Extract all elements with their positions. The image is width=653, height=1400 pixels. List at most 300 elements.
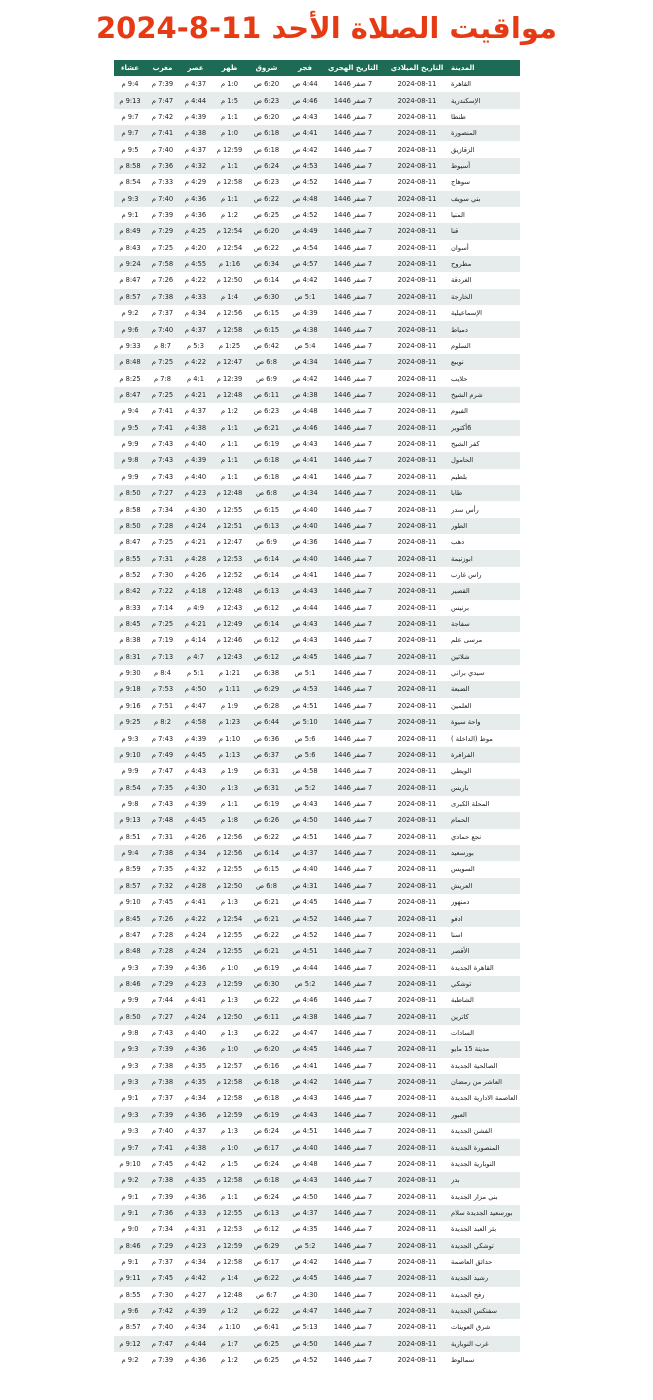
cell-fajr: 5:2 ص [294, 783, 316, 792]
cell-isha: 8:47 م [119, 391, 141, 399]
cell-city: الفيوم [451, 407, 468, 416]
cell-maghrib: 7:42 م [151, 112, 174, 121]
cell-maghrib: 7:41 م [151, 407, 174, 416]
cell-fajr: 4:42 ص [292, 1258, 318, 1267]
cell-maghrib: 7:13 م [151, 652, 174, 661]
cell-asr: 4:26 م [184, 832, 207, 841]
cell-gregorian-date: 2024-08-11 [397, 832, 437, 841]
cell-gregorian-date: 2024-08-11 [397, 996, 437, 1005]
cell-maghrib: 7:37 م [151, 1094, 174, 1103]
cell-maghrib: 7:31 م [151, 832, 174, 841]
cell-dhuhr: 12:55 م [216, 865, 243, 874]
cell-isha: 9:18 م [119, 685, 141, 694]
table-row [114, 370, 520, 386]
table-row [114, 125, 520, 141]
cell-hijri-date: 7 صفر 1446 [333, 1241, 373, 1250]
header-isha: عشاء [120, 64, 140, 72]
cell-isha: 8:59 م [119, 865, 141, 874]
cell-hijri-date: 7 صفر 1446 [333, 112, 373, 121]
cell-sunrise: 6:38 ص [253, 669, 280, 678]
cell-dhuhr: 1:5 م [220, 96, 239, 105]
cell-city: دهب [451, 538, 465, 547]
cell-hijri-date: 7 صفر 1446 [333, 620, 373, 629]
cell-dhuhr: 12:59 م [216, 145, 243, 154]
cell-sunrise: 6:22 ص [253, 1307, 280, 1316]
cell-gregorian-date: 2024-08-11 [397, 799, 437, 808]
cell-maghrib: 7:38 م [151, 1176, 174, 1185]
cell-isha: 9:9 م [121, 996, 139, 1005]
cell-city: القاهرة [451, 80, 472, 89]
cell-dhuhr: 12:54 م [216, 914, 243, 923]
cell-gregorian-date: 2024-08-11 [397, 767, 437, 776]
cell-fajr: 4:52 ص [292, 1356, 318, 1365]
table-row [114, 1270, 520, 1286]
cell-dhuhr: 12:58 م [216, 178, 243, 187]
cell-gregorian-date: 2024-08-11 [397, 325, 437, 334]
cell-maghrib: 7:43 م [151, 472, 174, 481]
cell-city: شلاتين [451, 652, 470, 661]
header-sunrise: شروق [255, 64, 278, 72]
cell-hijri-date: 7 صفر 1446 [333, 243, 373, 252]
table-row [114, 76, 520, 92]
cell-dhuhr: 12:50 م [216, 881, 243, 890]
cell-maghrib: 7:40 م [151, 1323, 174, 1332]
cell-asr: 4:24 م [184, 521, 207, 530]
cell-maghrib: 8:4 م [153, 669, 172, 678]
cell-dhuhr: 1:1 م [220, 423, 239, 432]
table-row [114, 1303, 520, 1319]
cell-isha: 9:5 م [121, 423, 139, 432]
cell-fajr: 5:6 ص [294, 734, 316, 743]
cell-isha: 9:3 م [121, 963, 139, 972]
table-row [114, 141, 520, 157]
table-row [114, 1254, 520, 1270]
cell-sunrise: 6:14 ص [253, 620, 280, 629]
cell-city: رشيد الجديدة [451, 1274, 489, 1283]
cell-fajr: 4:58 ص [292, 767, 318, 776]
cell-hijri-date: 7 صفر 1446 [333, 1225, 373, 1234]
cell-city: القاهرة الجديدة [451, 963, 494, 972]
cell-hijri-date: 7 صفر 1446 [333, 718, 373, 727]
cell-asr: 4:36 م [184, 1045, 207, 1054]
cell-city: مدينة 15 مايو [451, 1045, 490, 1054]
cell-sunrise: 6:15 ص [253, 325, 280, 334]
cell-dhuhr: 12:46 م [216, 636, 243, 645]
table-row [114, 485, 520, 501]
cell-gregorian-date: 2024-08-11 [397, 145, 437, 154]
cell-fajr: 4:43 ص [292, 587, 318, 596]
table-row [114, 959, 520, 975]
table-row [114, 812, 520, 828]
cell-city: المنصورة [451, 129, 477, 138]
cell-hijri-date: 7 صفر 1446 [333, 472, 373, 481]
cell-gregorian-date: 2024-08-11 [397, 1274, 437, 1283]
cell-gregorian-date: 2024-08-11 [397, 1159, 437, 1168]
cell-hijri-date: 7 صفر 1446 [333, 930, 373, 939]
cell-hijri-date: 7 صفر 1446 [333, 391, 373, 399]
cell-asr: 4:22 م [184, 914, 207, 923]
cell-gregorian-date: 2024-08-11 [397, 718, 437, 727]
table-row [114, 452, 520, 468]
cell-fajr: 4:48 ص [292, 1159, 318, 1168]
cell-maghrib: 7:39 م [151, 211, 174, 220]
cell-hijri-date: 7 صفر 1446 [333, 685, 373, 694]
table-row [114, 1287, 520, 1303]
cell-isha: 8:55 م [119, 554, 141, 563]
cell-gregorian-date: 2024-08-11 [397, 701, 437, 710]
cell-maghrib: 7:39 م [151, 1356, 174, 1365]
cell-gregorian-date: 2024-08-11 [397, 227, 437, 236]
cell-asr: 4:36 م [184, 1192, 207, 1201]
cell-isha: 9:8 م [121, 1029, 139, 1038]
cell-sunrise: 6:22 ص [253, 996, 280, 1005]
cell-gregorian-date: 2024-08-11 [397, 489, 437, 498]
cell-dhuhr: 12:54 م [216, 243, 243, 252]
cell-asr: 4:36 م [184, 963, 207, 972]
cell-fajr: 4:34 ص [292, 489, 318, 498]
cell-dhuhr: 1:25 م [218, 341, 241, 350]
table-row [114, 1188, 520, 1204]
cell-hijri-date: 7 صفر 1446 [333, 194, 373, 203]
cell-dhuhr: 1:1 م [220, 440, 239, 449]
cell-city: السلوم [451, 341, 471, 350]
cell-dhuhr: 12:50 م [216, 1012, 243, 1021]
table-row [114, 321, 520, 337]
cell-dhuhr: 1:1 م [220, 112, 239, 121]
cell-isha: 9:2 م [121, 1176, 139, 1185]
cell-fajr: 4:51 ص [292, 947, 318, 956]
cell-hijri-date: 7 صفر 1446 [333, 1339, 373, 1348]
cell-maghrib: 7:29 م [151, 979, 174, 988]
cell-isha: 8:48 م [119, 947, 141, 956]
cell-city: طابا [451, 489, 463, 498]
cell-sunrise: 6:15 ص [253, 865, 280, 874]
cell-gregorian-date: 2024-08-11 [397, 554, 437, 563]
cell-isha: 9:1 م [121, 211, 139, 220]
cell-dhuhr: 1:5 م [220, 1159, 239, 1168]
cell-dhuhr: 12:56 م [216, 309, 243, 318]
cell-city: راس غارب [451, 570, 482, 579]
cell-isha: 8:58 م [119, 161, 141, 170]
cell-sunrise: 6:20 ص [253, 1045, 280, 1054]
cell-sunrise: 6:12 ص [253, 636, 280, 645]
cell-dhuhr: 1:3 م [220, 1029, 239, 1038]
cell-city: 6أكتوبر [451, 423, 472, 432]
cell-hijri-date: 7 صفر 1446 [333, 309, 373, 318]
table-row [114, 910, 520, 926]
table-row [114, 420, 520, 436]
cell-dhuhr: 1:0 م [220, 1143, 239, 1152]
cell-asr: 4:26 م [184, 570, 207, 579]
cell-gregorian-date: 2024-08-11 [397, 358, 437, 367]
cell-maghrib: 7:40 م [151, 145, 174, 154]
cell-isha: 9:30 م [119, 669, 141, 678]
cell-city: بورسعيد الجديدة سلام [451, 1208, 513, 1217]
cell-sunrise: 6:19 ص [253, 440, 280, 449]
table-row [114, 1041, 520, 1057]
cell-hijri-date: 7 صفر 1446 [333, 767, 373, 776]
cell-gregorian-date: 2024-08-11 [397, 570, 437, 579]
cell-hijri-date: 7 صفر 1446 [333, 505, 373, 514]
cell-asr: 4:47 م [184, 701, 207, 710]
cell-asr: 4:36 م [184, 194, 207, 203]
cell-isha: 9:13 م [119, 96, 141, 105]
cell-dhuhr: 12:49 م [216, 620, 243, 629]
cell-hijri-date: 7 صفر 1446 [333, 358, 373, 367]
cell-hijri-date: 7 صفر 1446 [333, 341, 373, 350]
cell-hijri-date: 7 صفر 1446 [333, 799, 373, 808]
cell-city: السادات [451, 1029, 475, 1038]
cell-isha: 9:10 م [119, 1159, 141, 1168]
cell-asr: 4:45 م [184, 750, 207, 759]
cell-isha: 8:50 م [119, 521, 141, 530]
cell-isha: 9:3 م [121, 194, 139, 203]
table-row [114, 1074, 520, 1090]
cell-dhuhr: 1:2 م [220, 211, 239, 220]
cell-sunrise: 6:12 ص [253, 1225, 280, 1234]
cell-dhuhr: 12:54 م [216, 227, 243, 236]
cell-maghrib: 7:43 م [151, 734, 174, 743]
cell-hijri-date: 7 صفر 1446 [333, 1110, 373, 1119]
cell-hijri-date: 7 صفر 1446 [333, 1061, 373, 1070]
cell-sunrise: 6:18 ص [253, 1176, 280, 1185]
cell-sunrise: 6:8 ص [256, 881, 277, 890]
header-fajr: فجر [298, 64, 312, 72]
cell-city: أسوان [451, 243, 469, 252]
cell-fajr: 4:43 ص [292, 1110, 318, 1119]
cell-asr: 4:55 م [184, 260, 207, 269]
cell-maghrib: 7:53 م [151, 685, 174, 694]
cell-gregorian-date: 2024-08-11 [397, 881, 437, 890]
cell-hijri-date: 7 صفر 1446 [333, 1274, 373, 1283]
cell-hijri-date: 7 صفر 1446 [333, 456, 373, 465]
cell-city: العاشر من رمضان [451, 1078, 502, 1087]
cell-asr: 4:36 م [184, 1110, 207, 1119]
cell-isha: 9:1 م [121, 1094, 139, 1103]
cell-gregorian-date: 2024-08-11 [397, 1225, 437, 1234]
cell-fajr: 5:2 ص [294, 1241, 316, 1250]
cell-gregorian-date: 2024-08-11 [397, 276, 437, 285]
cell-fajr: 4:40 ص [292, 521, 318, 530]
cell-maghrib: 7:47 م [151, 767, 174, 776]
cell-asr: 4:24 م [184, 947, 207, 956]
table-row [114, 943, 520, 959]
cell-gregorian-date: 2024-08-11 [397, 472, 437, 481]
cell-city: العبور [451, 1110, 467, 1119]
table-row [114, 1008, 520, 1024]
cell-dhuhr: 1:9 م [220, 767, 239, 776]
cell-asr: 4:38 م [184, 1143, 207, 1152]
cell-asr: 4:45 م [184, 816, 207, 825]
cell-isha: 8:52 م [119, 570, 141, 579]
table-row [114, 1221, 520, 1237]
table-row [114, 1238, 520, 1254]
cell-city: واحة سيوة [451, 718, 481, 727]
cell-asr: 4:30 م [184, 505, 207, 514]
cell-gregorian-date: 2024-08-11 [397, 750, 437, 759]
cell-hijri-date: 7 صفر 1446 [333, 914, 373, 923]
cell-city: القصير [451, 587, 470, 596]
cell-sunrise: 6:14 ص [253, 276, 280, 285]
cell-asr: 4:43 م [184, 767, 207, 776]
cell-gregorian-date: 2024-08-11 [397, 1192, 437, 1201]
table-row [114, 1156, 520, 1172]
cell-fajr: 4:41 ص [292, 1061, 318, 1070]
cell-isha: 9:1 م [121, 1192, 139, 1201]
cell-gregorian-date: 2024-08-11 [397, 112, 437, 121]
cell-city: الأقصر [451, 947, 470, 956]
cell-hijri-date: 7 صفر 1446 [333, 587, 373, 596]
cell-isha: 9:3 م [121, 734, 139, 743]
cell-gregorian-date: 2024-08-11 [397, 1110, 437, 1119]
cell-hijri-date: 7 صفر 1446 [333, 1029, 373, 1038]
cell-city: موط (الداخلة ) [451, 734, 493, 743]
cell-asr: 4:34 م [184, 849, 207, 858]
cell-asr: 4:31 م [184, 1225, 207, 1234]
cell-isha: 8:38 م [119, 636, 141, 645]
cell-maghrib: 7:26 م [151, 914, 174, 923]
cell-dhuhr: 12:43 م [216, 652, 243, 661]
cell-sunrise: 6:7 ص [256, 1290, 277, 1299]
cell-hijri-date: 7 صفر 1446 [333, 161, 373, 170]
cell-asr: 4:7 م [186, 652, 205, 661]
table-row [114, 256, 520, 272]
table-row [114, 714, 520, 730]
cell-dhuhr: 12:50 م [216, 276, 243, 285]
cell-sunrise: 6:15 ص [253, 505, 280, 514]
cell-city: كفر الشيخ [451, 440, 480, 449]
cell-isha: 9:3 م [121, 1110, 139, 1119]
cell-sunrise: 6:22 ص [253, 1029, 280, 1038]
cell-isha: 8:55 م [119, 1290, 141, 1299]
cell-city: سفاجة [451, 620, 470, 629]
cell-gregorian-date: 2024-08-11 [397, 1078, 437, 1087]
cell-fajr: 4:45 ص [292, 1045, 318, 1054]
cell-hijri-date: 7 صفر 1446 [333, 849, 373, 858]
cell-maghrib: 7:40 م [151, 1127, 174, 1136]
cell-isha: 9:6 م [121, 1307, 139, 1316]
cell-isha: 9:11 م [119, 1274, 141, 1283]
cell-isha: 9:1 م [121, 1208, 139, 1217]
cell-maghrib: 7:47 م [151, 96, 174, 105]
cell-isha: 8:47 م [119, 538, 141, 547]
cell-dhuhr: 12:52 م [216, 570, 243, 579]
table-row [114, 976, 520, 992]
cell-isha: 9:2 م [121, 1356, 139, 1365]
cell-hijri-date: 7 صفر 1446 [333, 1323, 373, 1332]
cell-fajr: 4:50 ص [292, 816, 318, 825]
cell-asr: 4:39 م [184, 1307, 207, 1316]
cell-asr: 4:28 م [184, 881, 207, 890]
table-row [114, 927, 520, 943]
cell-city: بورسعيد [451, 849, 474, 858]
cell-city: ابوزنيمة [451, 554, 473, 563]
cell-gregorian-date: 2024-08-11 [397, 505, 437, 514]
cell-gregorian-date: 2024-08-11 [397, 636, 437, 645]
cell-asr: 4:37 م [184, 407, 207, 416]
cell-maghrib: 7:30 م [151, 570, 174, 579]
cell-dhuhr: 12:59 م [216, 979, 243, 988]
cell-dhuhr: 12:48 م [216, 391, 243, 399]
cell-sunrise: 6:19 ص [253, 963, 280, 972]
cell-sunrise: 6:23 ص [253, 96, 280, 105]
cell-gregorian-date: 2024-08-11 [397, 1241, 437, 1250]
cell-dhuhr: 12:51 م [216, 521, 243, 530]
cell-hijri-date: 7 صفر 1446 [333, 1012, 373, 1021]
cell-maghrib: 7:25 م [151, 391, 174, 399]
cell-gregorian-date: 2024-08-11 [397, 161, 437, 170]
cell-sunrise: 6:22 ص [253, 832, 280, 841]
cell-dhuhr: 1:1 م [220, 161, 239, 170]
cell-gregorian-date: 2024-08-11 [397, 734, 437, 743]
cell-hijri-date: 7 صفر 1446 [333, 80, 373, 89]
table-row [114, 1107, 520, 1123]
cell-fajr: 4:45 ص [292, 1274, 318, 1283]
cell-isha: 8:43 م [119, 243, 141, 252]
cell-fajr: 4:51 ص [292, 701, 318, 710]
cell-gregorian-date: 2024-08-11 [397, 1339, 437, 1348]
table-row [114, 158, 520, 174]
table-row [114, 1139, 520, 1155]
table-row [114, 649, 520, 665]
cell-fajr: 4:48 ص [292, 407, 318, 416]
cell-isha: 9:9 م [121, 767, 139, 776]
cell-maghrib: 7:45 م [151, 898, 174, 907]
cell-maghrib: 7:29 م [151, 227, 174, 236]
cell-sunrise: 6:14 ص [253, 570, 280, 579]
table-row [114, 518, 520, 534]
cell-dhuhr: 1:1 م [220, 456, 239, 465]
cell-maghrib: 7:47 م [151, 1339, 174, 1348]
cell-hijri-date: 7 صفر 1446 [333, 669, 373, 678]
cell-maghrib: 7:34 م [151, 505, 174, 514]
cell-fajr: 4:40 ص [292, 1143, 318, 1152]
cell-asr: 4:36 م [184, 1356, 207, 1365]
table-row [114, 550, 520, 566]
cell-gregorian-date: 2024-08-11 [397, 620, 437, 629]
table-row [114, 829, 520, 845]
cell-sunrise: 6:13 ص [253, 1208, 280, 1217]
cell-city: العريش [451, 881, 473, 890]
cell-dhuhr: 1:1 م [220, 472, 239, 481]
cell-city: المنيا [451, 211, 465, 220]
cell-maghrib: 7:35 م [151, 865, 174, 874]
cell-asr: 4:1 م [186, 374, 205, 383]
cell-hijri-date: 7 صفر 1446 [333, 816, 373, 825]
table-row [114, 1090, 520, 1106]
cell-fajr: 4:41 ص [292, 570, 318, 579]
cell-dhuhr: 12:39 م [216, 374, 243, 383]
cell-hijri-date: 7 صفر 1446 [333, 554, 373, 563]
cell-sunrise: 6:30 ص [253, 979, 280, 988]
cell-city: الصالحية الجديدة [451, 1061, 498, 1070]
cell-isha: 8:47 م [119, 276, 141, 285]
cell-dhuhr: 1:10 م [218, 1323, 241, 1332]
table-row [114, 534, 520, 550]
cell-isha: 9:3 م [121, 1045, 139, 1054]
cell-fajr: 4:43 ص [292, 620, 318, 629]
cell-asr: 4:35 م [184, 1061, 207, 1070]
cell-asr: 4:50 م [184, 685, 207, 694]
cell-hijri-date: 7 صفر 1446 [333, 1290, 373, 1299]
cell-maghrib: 7:39 م [151, 80, 174, 89]
cell-isha: 9:5 م [121, 145, 139, 154]
cell-hijri-date: 7 صفر 1446 [333, 832, 373, 841]
cell-dhuhr: 12:58 م [216, 1094, 243, 1103]
cell-gregorian-date: 2024-08-11 [397, 1323, 437, 1332]
cell-dhuhr: 12:58 م [216, 325, 243, 334]
cell-city: سمالوط [451, 1356, 475, 1365]
